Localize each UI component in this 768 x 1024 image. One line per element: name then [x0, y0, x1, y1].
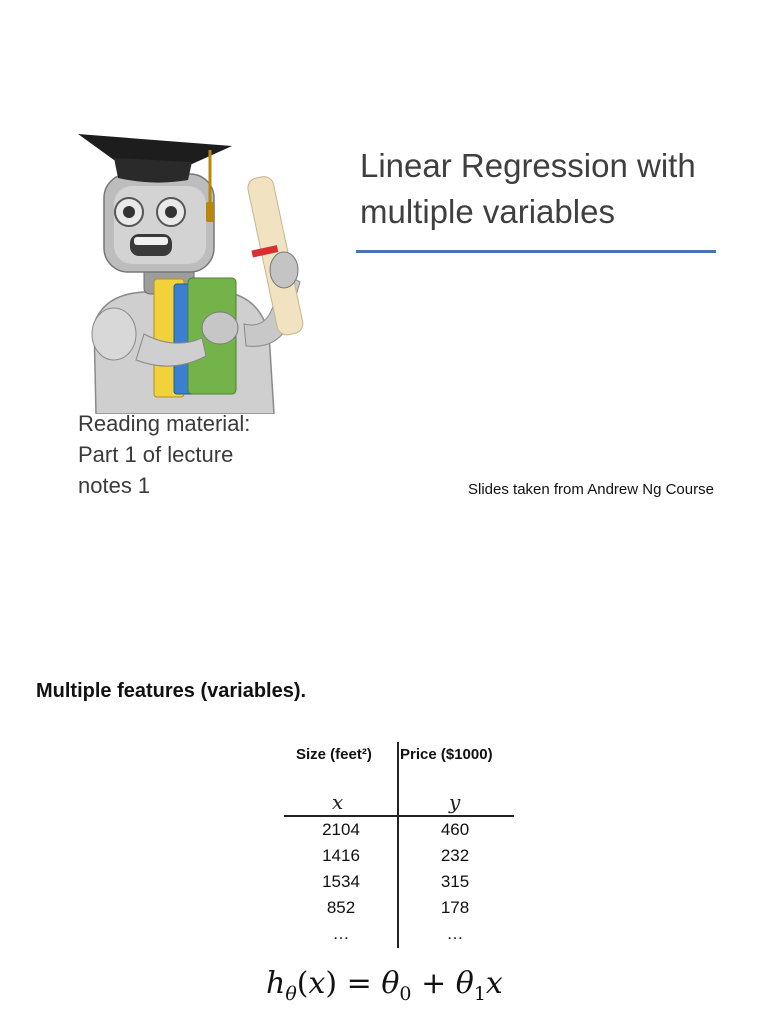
reading-line3: notes 1: [78, 473, 151, 498]
section-title: Multiple features (variables).: [36, 680, 307, 702]
slide-title-line2: multiple variables: [360, 193, 615, 230]
reading-line2: Part 1 of lecture: [78, 442, 234, 467]
variable-x-symbol: x: [332, 790, 344, 814]
formula-sub0: 0: [399, 983, 412, 1005]
table-cell-price: 460: [440, 820, 470, 839]
table-cell-price: 315: [440, 872, 470, 891]
title-underline: [356, 250, 716, 253]
formula-theta-subscript: θ: [285, 983, 297, 1005]
formula-theta0: θ: [381, 966, 400, 1001]
table-cell-price: …: [446, 924, 464, 943]
table-cell-size: 1416: [322, 846, 360, 865]
slide-credit: Slides taken from Andrew Ng Course: [468, 481, 714, 498]
table-horizontal-divider: [284, 815, 514, 817]
table-vertical-divider: [397, 742, 399, 948]
table-cell-size: 1534: [322, 872, 360, 891]
formula-x: x: [308, 966, 326, 1001]
hypothesis-formula: $h_\theta(x) = \theta_0 + \theta_1x$: [266, 966, 503, 1005]
reading-material-note: [78, 408, 308, 501]
formula-plus: +: [421, 966, 447, 1001]
table-cell-price: 232: [440, 846, 470, 865]
table-cell-size: 2104: [322, 820, 360, 839]
robot-graduate-illustration: [74, 124, 324, 414]
formula-theta1: θ: [455, 966, 474, 1001]
column-header-price: Price ($1000): [400, 746, 493, 763]
table-cell-size: 852: [326, 898, 356, 917]
table-cell-price: 178: [440, 898, 470, 917]
formula-x2: x: [485, 966, 503, 1001]
table-cell-size: …: [332, 924, 350, 943]
column-header-size: Size (feet²): [296, 746, 372, 763]
housing-data-table: [280, 740, 516, 950]
variable-y-symbol: y: [449, 790, 461, 814]
slide-title-line1: Linear Regression with: [360, 147, 696, 184]
formula-h: h: [266, 966, 286, 1001]
formula-equals: =: [346, 966, 372, 1001]
formula-sub1: 1: [473, 983, 486, 1005]
reading-line1: Reading material:: [78, 411, 251, 436]
slide-title: [360, 143, 740, 235]
